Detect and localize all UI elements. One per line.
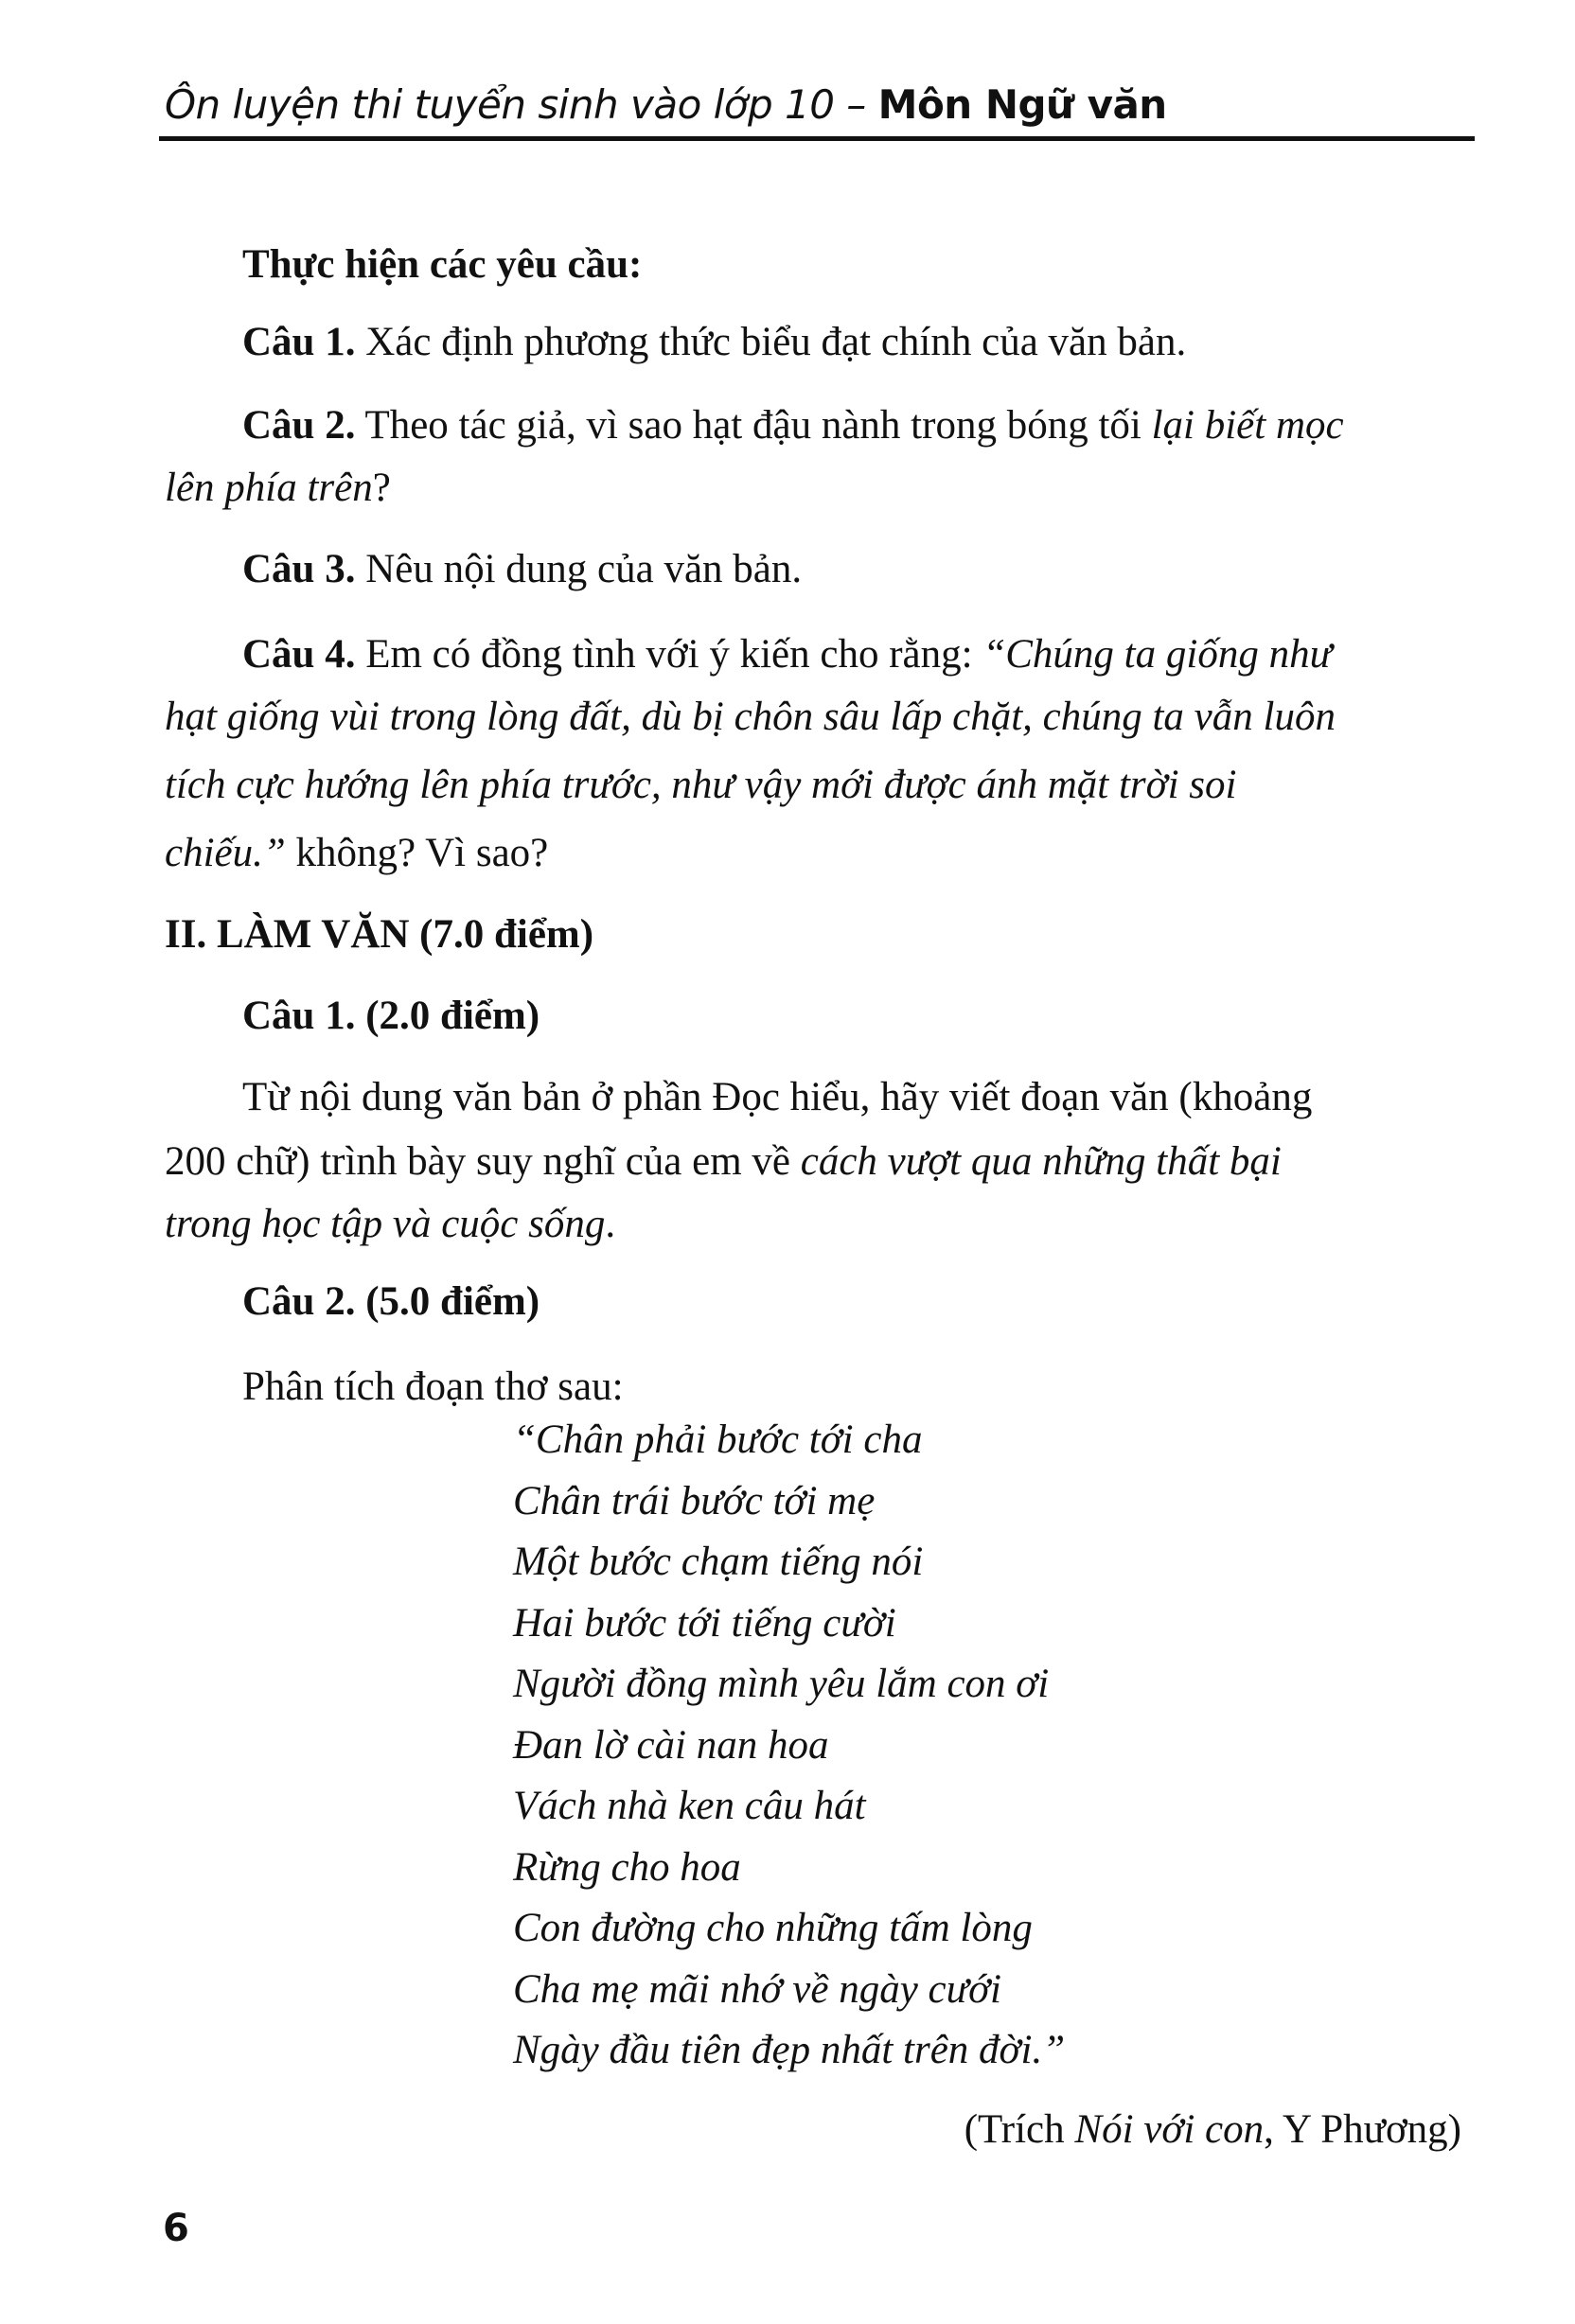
- essay-question-2-label: Câu 2. (5.0 điểm): [242, 1279, 540, 1324]
- poem-excerpt: [513, 1410, 1065, 2082]
- poem-line: Đan lờ cài nan hoa: [513, 1722, 829, 1768]
- essay-question-1-line-1: Từ nội dung văn bản ở phần Đọc hiểu, hãy viết đoạn văn (khoảng: [242, 1075, 1313, 1119]
- question-3: [242, 536, 802, 604]
- essay-question-1-line-3: [165, 1190, 615, 1259]
- citation-suffix: , Y Phương): [1264, 2107, 1461, 2152]
- question-4-line-1: [242, 621, 1332, 689]
- header-rule: [159, 136, 1475, 141]
- question-4-line-4: [165, 819, 548, 888]
- citation-prefix: (Trích: [964, 2107, 1065, 2152]
- running-header: [165, 81, 1167, 128]
- question-2-line-1: [242, 392, 1344, 460]
- question-text: Em có đồng tình với ý kiến cho rằng:: [365, 632, 973, 677]
- poem-line: Người đồng mình yêu lắm con ơi: [513, 1662, 1050, 1706]
- essay-period: .: [605, 1202, 616, 1246]
- question-2-line-2: [165, 454, 391, 522]
- question-italic: lại biết mọc: [1151, 403, 1344, 448]
- page-number: 6: [163, 2207, 189, 2250]
- poem-line: “Chân phải bước tới cha: [513, 1417, 923, 1462]
- question-text: Nêu nội dung của văn bản.: [365, 547, 803, 591]
- question-italic: lên phía trên: [165, 466, 373, 510]
- poem-line: Rừng cho hoa: [513, 1844, 741, 1890]
- question-4-quote: [165, 683, 1461, 819]
- poem-line: Chân trái bước tới mẹ: [513, 1478, 876, 1523]
- essay-question-2-intro: Phân tích đoạn thơ sau:: [242, 1364, 624, 1409]
- question-label: Câu 4.: [242, 632, 356, 677]
- page-header: [159, 81, 1475, 148]
- quote-line: hạt giống vùi trong lòng đất, dù bị chôn sâu lấp chặt, chúng ta vẫn luôn: [165, 695, 1336, 739]
- poem-line: Con đường cho những tấm lòng: [513, 1906, 1033, 1950]
- poem-line: Cha mẹ mãi nhớ về ngày cưới: [513, 1966, 1001, 2012]
- quote-line: tích cực hướng lên phía trước, như vậy mới được ánh mặt trời soi: [165, 763, 1237, 807]
- poem-line: Hai bước tới tiếng cười: [513, 1600, 896, 1646]
- quote-text: chiếu.”: [165, 831, 286, 875]
- question-mark: ?: [372, 466, 391, 510]
- question-label: Câu 1.: [242, 320, 356, 364]
- question-text: không? Vì sao?: [295, 831, 549, 875]
- question-1: [242, 308, 1186, 377]
- essay-question-1-label: Câu 1. (2.0 điểm): [242, 994, 540, 1038]
- poem-line: Ngày đầu tiên đẹp nhất trên đời.”: [513, 2028, 1066, 2072]
- section-prompt: Thực hiện các yêu cầu:: [242, 242, 643, 287]
- part-2-heading: II. LÀM VĂN (7.0 điểm): [165, 912, 594, 957]
- essay-italic: trong học tập và cuộc sống: [165, 1202, 606, 1246]
- citation-work: Nói với con: [1074, 2107, 1265, 2152]
- book-subject: Môn Ngữ văn: [877, 81, 1167, 128]
- question-text: Theo tác giả, vì sao hạt đậu nành trong bóng tối: [364, 403, 1141, 448]
- poem-line: Vách nhà ken câu hát: [513, 1784, 866, 1828]
- book-title: Ôn luyện thi tuyển sinh vào lớp 10 –: [165, 81, 866, 128]
- quote-text: “Chúng ta giống như: [982, 632, 1333, 677]
- essay-question-1-line-2: [165, 1128, 1282, 1196]
- question-label: Câu 2.: [242, 403, 356, 448]
- essay-italic: cách vượt qua những thất bại: [800, 1139, 1282, 1184]
- question-text: Xác định phương thức biểu đạt chính của văn bản.: [365, 320, 1187, 364]
- poem-citation: [964, 2106, 1461, 2153]
- question-label: Câu 3.: [242, 547, 356, 591]
- essay-text: 200 chữ) trình bày suy nghĩ của em về: [165, 1139, 790, 1184]
- poem-line: Một bước chạm tiếng nói: [513, 1540, 924, 1584]
